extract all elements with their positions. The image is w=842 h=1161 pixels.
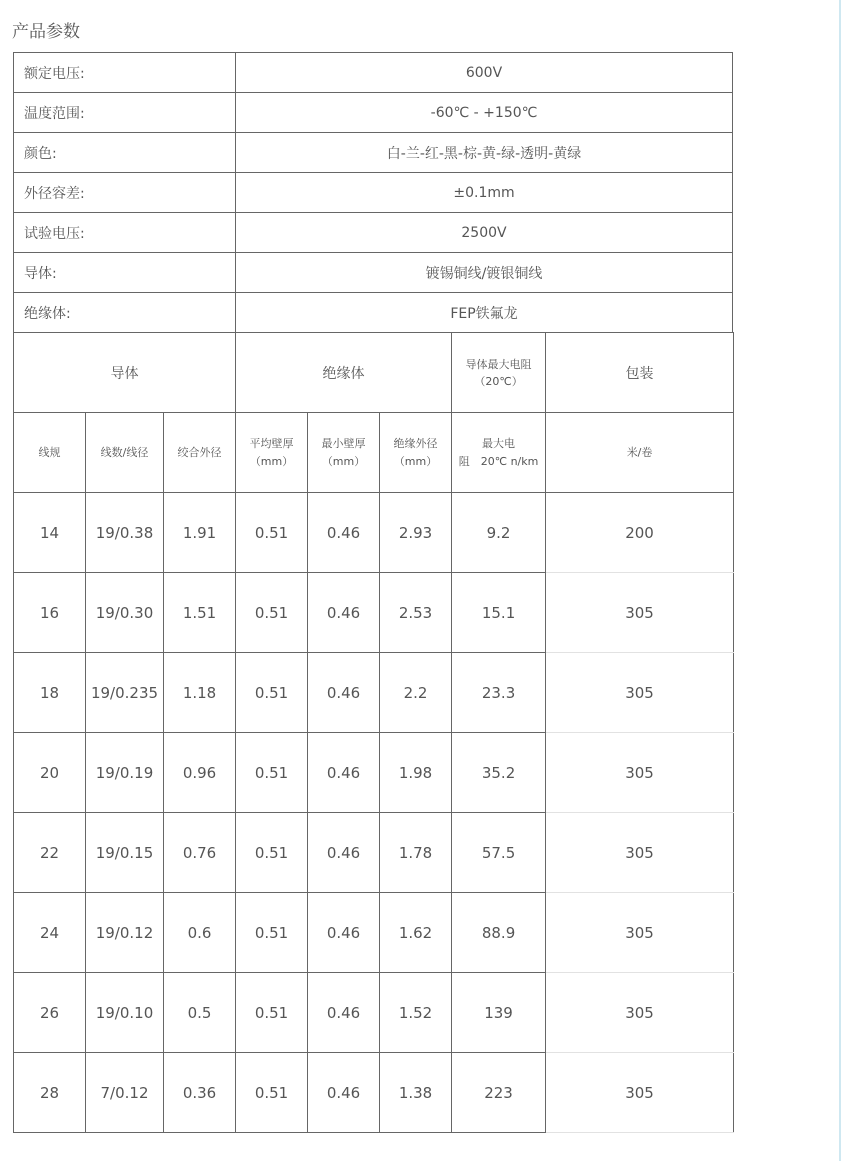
cell-strands: 7/0.12 [86, 1053, 164, 1133]
cell-min-wall: 0.46 [308, 573, 380, 653]
cell-insulation-od: 2.93 [380, 493, 452, 573]
spec-row [14, 253, 733, 293]
header-insulation: 绝缘体 [236, 333, 452, 413]
subheader-insul-od-line2: （mm） [393, 454, 438, 468]
cell-package: 305 [546, 653, 734, 733]
cell-gauge: 22 [14, 813, 86, 893]
cell-stranded-od: 0.6 [164, 893, 236, 973]
spec-value: -60℃ - +150℃ [236, 93, 733, 133]
cell-min-wall: 0.46 [308, 893, 380, 973]
subheader-avg-wall [236, 413, 308, 493]
cell-avg-wall: 0.51 [236, 653, 308, 733]
spec-value: 镀锡铜线/镀银铜线 [236, 253, 733, 293]
table-row [14, 1053, 734, 1133]
cell-min-wall: 0.46 [308, 733, 380, 813]
spec-row [14, 173, 733, 213]
cell-package: 305 [546, 813, 734, 893]
spec-label: 导体: [14, 253, 236, 293]
cell-package: 305 [546, 733, 734, 813]
spec-row [14, 93, 733, 133]
parameter-table [13, 332, 734, 1133]
cell-insulation-od: 2.53 [380, 573, 452, 653]
header-max-resistance-line1: 导体最大电阻 [465, 357, 532, 371]
cell-max-resistance: 23.3 [452, 653, 546, 733]
cell-max-resistance: 9.2 [452, 493, 546, 573]
spec-value: 白-兰-红-黑-棕-黄-绿-透明-黄绿 [236, 133, 733, 173]
cell-package: 305 [546, 973, 734, 1053]
subheader-max-res [452, 413, 546, 493]
cell-insulation-od: 1.52 [380, 973, 452, 1053]
cell-insulation-od: 1.78 [380, 813, 452, 893]
cell-strands: 19/0.10 [86, 973, 164, 1053]
cell-avg-wall: 0.51 [236, 573, 308, 653]
cell-package: 305 [546, 1053, 734, 1133]
cell-min-wall: 0.46 [308, 493, 380, 573]
subheader-avg-wall-line1: 平均壁厚 [249, 436, 294, 450]
cell-min-wall: 0.46 [308, 813, 380, 893]
cell-min-wall: 0.46 [308, 653, 380, 733]
spec-label: 外径容差: [14, 173, 236, 213]
subheader-gauge: 线规 [14, 413, 86, 493]
table-row [14, 733, 734, 813]
group-header-row [14, 333, 734, 413]
spec-value: ±0.1mm [236, 173, 733, 213]
spec-label: 绝缘体: [14, 293, 236, 333]
cell-avg-wall: 0.51 [236, 1053, 308, 1133]
right-divider [839, 0, 841, 1161]
cell-max-resistance: 88.9 [452, 893, 546, 973]
spec-label: 温度范围: [14, 93, 236, 133]
subheader-avg-wall-line2: （mm） [249, 454, 294, 468]
cell-avg-wall: 0.51 [236, 973, 308, 1053]
cell-avg-wall: 0.51 [236, 813, 308, 893]
cell-min-wall: 0.46 [308, 973, 380, 1053]
cell-max-resistance: 35.2 [452, 733, 546, 813]
spec-value: FEP铁氟龙 [236, 293, 733, 333]
table-row [14, 813, 734, 893]
spec-row [14, 53, 733, 93]
cell-min-wall: 0.46 [308, 1053, 380, 1133]
table-row [14, 893, 734, 973]
cell-gauge: 24 [14, 893, 86, 973]
cell-stranded-od: 0.36 [164, 1053, 236, 1133]
subheader-insul-od [380, 413, 452, 493]
table-row [14, 973, 734, 1053]
table-row [14, 493, 734, 573]
cell-stranded-od: 0.5 [164, 973, 236, 1053]
header-max-resistance-line2: （20℃） [474, 374, 523, 388]
spec-row [14, 133, 733, 173]
cell-insulation-od: 2.2 [380, 653, 452, 733]
cell-package: 305 [546, 573, 734, 653]
cell-gauge: 18 [14, 653, 86, 733]
header-package: 包装 [546, 333, 734, 413]
cell-max-resistance: 57.5 [452, 813, 546, 893]
cell-strands: 19/0.235 [86, 653, 164, 733]
header-max-resistance [452, 333, 546, 413]
subheader-strands: 线数/线径 [86, 413, 164, 493]
cell-strands: 19/0.30 [86, 573, 164, 653]
cell-insulation-od: 1.38 [380, 1053, 452, 1133]
cell-insulation-od: 1.62 [380, 893, 452, 973]
table-row [14, 653, 734, 733]
cell-gauge: 20 [14, 733, 86, 813]
spec-label: 额定电压: [14, 53, 236, 93]
cell-stranded-od: 1.91 [164, 493, 236, 573]
subheader-min-wall-line2: （mm） [321, 454, 366, 468]
cell-strands: 19/0.15 [86, 813, 164, 893]
cell-max-resistance: 139 [452, 973, 546, 1053]
cell-strands: 19/0.38 [86, 493, 164, 573]
page-title: 产品参数 [12, 22, 80, 42]
cell-gauge: 28 [14, 1053, 86, 1133]
cell-gauge: 26 [14, 973, 86, 1053]
cell-stranded-od: 1.18 [164, 653, 236, 733]
spec-label: 颜色: [14, 133, 236, 173]
sub-header-row [14, 413, 734, 493]
cell-insulation-od: 1.98 [380, 733, 452, 813]
subheader-min-wall [308, 413, 380, 493]
spec-row [14, 213, 733, 253]
cell-package: 305 [546, 893, 734, 973]
table-row [14, 573, 734, 653]
cell-avg-wall: 0.51 [236, 893, 308, 973]
cell-package: 200 [546, 493, 734, 573]
subheader-min-wall-line1: 最小壁厚 [321, 436, 366, 450]
cell-strands: 19/0.12 [86, 893, 164, 973]
cell-max-resistance: 223 [452, 1053, 546, 1133]
spec-value: 2500V [236, 213, 733, 253]
spec-value: 600V [236, 53, 733, 93]
cell-gauge: 14 [14, 493, 86, 573]
cell-gauge: 16 [14, 573, 86, 653]
cell-max-resistance: 15.1 [452, 573, 546, 653]
cell-strands: 19/0.19 [86, 733, 164, 813]
header-conductor: 导体 [14, 333, 236, 413]
cell-stranded-od: 0.76 [164, 813, 236, 893]
spec-table [13, 52, 733, 333]
subheader-unit: 米/卷 [546, 413, 734, 493]
cell-stranded-od: 0.96 [164, 733, 236, 813]
subheader-insul-od-line1: 绝缘外径 [393, 436, 438, 450]
cell-avg-wall: 0.51 [236, 733, 308, 813]
cell-avg-wall: 0.51 [236, 493, 308, 573]
cell-stranded-od: 1.51 [164, 573, 236, 653]
subheader-stranded-od: 绞合外径 [164, 413, 236, 493]
spec-row [14, 293, 733, 333]
subheader-max-res-line2: 阻 20℃ n/km [458, 454, 539, 468]
subheader-max-res-line1: 最大电 [482, 436, 516, 450]
spec-label: 试验电压: [14, 213, 236, 253]
